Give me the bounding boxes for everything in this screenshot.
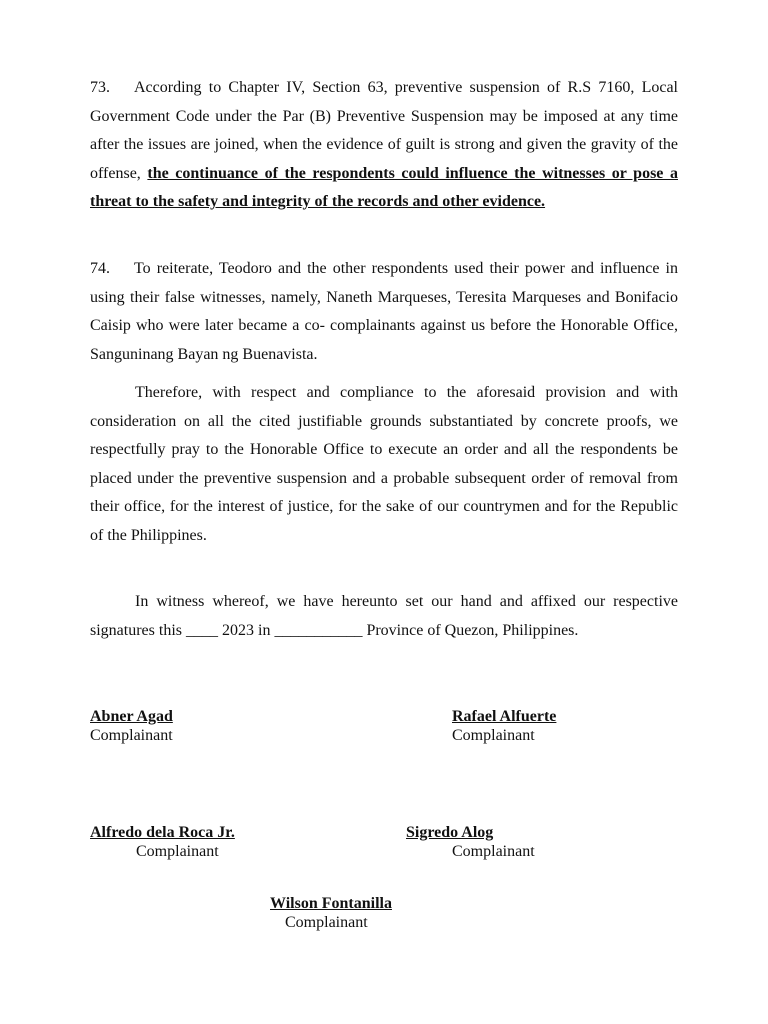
signatory-block (90, 707, 173, 745)
paragraph-emphasis: the continuance of the respondents could influence the witnesses or pose a threat to the safety and integrity of the records and other evidence. (90, 164, 678, 210)
signatory-block (406, 823, 535, 861)
paragraph-74 (90, 255, 678, 369)
paragraph-73 (90, 74, 678, 217)
paragraph-number: 73. (90, 79, 110, 96)
signatory-name: Alfredo dela Roca Jr. (90, 824, 235, 841)
signatory-role: Complainant (452, 843, 535, 860)
witness-paragraph: In witness whereof, we have hereunto set our hand and affixed our respective signatures this ____ 2023 in ___________ Province of Quezon, Philippines. (90, 593, 678, 639)
prayer-paragraph: Therefore, with respect and compliance to the aforesaid provision and with consideration on all the cited justifiable grounds substantiated by concrete proofs, we respectfully pray to the Honorable Office to execute an order and all the respondents be placed under the preventive suspension and a probable subsequent order of removal from their office, for the interest of justice, for the sake of our countrymen and for the Republic of the Philippines. (90, 384, 678, 544)
paragraph-text: To reiterate, Teodoro and the other respondents used their power and influence in using their false witnesses, namely, Naneth Marqueses, Teresita Marqueses and Bonifacio Caisip who were later became a co- complainants against us before the Honorable Office, Sanguninang Bayan ng Buenavista. (90, 260, 678, 363)
signatory-name: Abner Agad (90, 708, 173, 725)
signatory-name: Sigredo Alog (406, 824, 494, 841)
signatory-role: Complainant (90, 727, 173, 744)
paragraph-number: 74. (90, 260, 110, 277)
signatory-block (452, 707, 556, 745)
signatory-block (270, 894, 392, 932)
signatory-name: Rafael Alfuerte (452, 708, 557, 725)
signatory-name: Wilson Fontanilla (270, 895, 392, 912)
paragraph-text: According to Chapter IV, Section 63, preventive suspension of R.S 7160, Local Government Code under the Par (B) Preventive Suspension may be imposed at any time after the issues are joined, when the evidence of guilt is strong and given the gravity of the offense, (90, 79, 678, 182)
signatory-block (90, 823, 235, 861)
signatory-role: Complainant (285, 914, 368, 931)
signatory-role: Complainant (452, 727, 535, 744)
signatory-role: Complainant (136, 843, 219, 860)
